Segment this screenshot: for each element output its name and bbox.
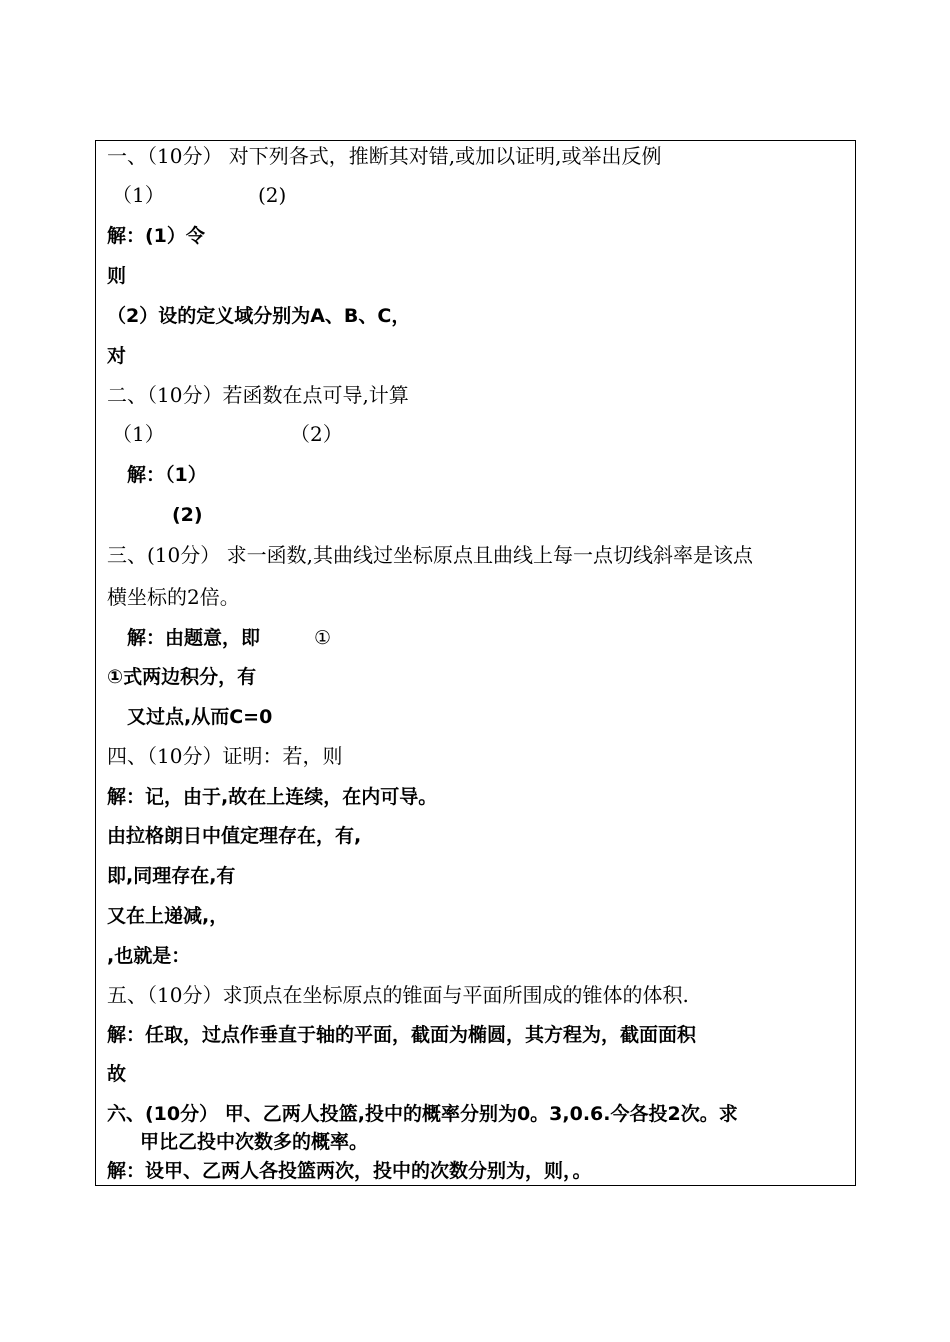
q4-solution-line-2: 由拉格朗日中值定理存在，有, bbox=[107, 825, 362, 847]
q1-solution-line-1: 解：(1）令 bbox=[107, 225, 205, 247]
q2-item-1: （1） bbox=[112, 422, 165, 446]
q1-solution-line-2: 则 bbox=[107, 265, 127, 287]
q3-equation-mark: ① bbox=[314, 627, 332, 649]
q1-item-2: (2) bbox=[258, 183, 287, 207]
q2-item-2: （2） bbox=[290, 422, 343, 446]
q1-item-1: （1） bbox=[112, 183, 165, 207]
q4-solution-line-4: 又在上递减,， bbox=[107, 905, 229, 927]
q1-title: 一、（10分） 对下列各式，推断其对错,或加以证明,或举出反例 bbox=[107, 144, 662, 168]
q4-solution-line-1: 解：记，由于,故在上连续，在内可导。 bbox=[107, 786, 438, 808]
q6-solution-line-1: 解：设甲、乙两人各投篮两次，投中的次数分别为，则，。 bbox=[107, 1160, 592, 1182]
q5-solution-line-1: 解：任取，过点作垂直于轴的平面，截面为椭圆，其方程为，截面面积 bbox=[107, 1024, 697, 1046]
q1-solution-line-3: （2）设的定义域分别为A、B、C， bbox=[107, 305, 411, 327]
q3-title: 三、(10分） 求一函数,其曲线过坐标原点且曲线上每一点切线斜率是该点 bbox=[107, 543, 753, 567]
q6-title-continued: 甲比乙投中次数多的概率。 bbox=[140, 1131, 369, 1153]
q3-solution-line-1: 解：由题意，即 bbox=[127, 627, 261, 649]
q6-title: 六、(10分） 甲、乙两人投篮,投中的概率分别为0。3,0.6.今各投2次。求 bbox=[107, 1103, 738, 1125]
q4-solution-line-5: ,也就是： bbox=[107, 945, 191, 967]
q3-solution-line-2: ①式两边积分，有 bbox=[107, 666, 257, 688]
q2-title: 二、（10分）若函数在点可导,计算 bbox=[107, 383, 409, 407]
q4-title: 四、（10分）证明：若，则 bbox=[107, 744, 343, 768]
q3-solution-line-3: 又过点,从而C=0 bbox=[127, 706, 273, 728]
q3-title-continued: 横坐标的2倍。 bbox=[107, 585, 240, 609]
q5-solution-line-2: 故 bbox=[107, 1063, 127, 1085]
q4-solution-line-3: 即,同理存在,有 bbox=[107, 865, 236, 887]
q2-solution-line-2: (2) bbox=[172, 504, 203, 526]
q5-title: 五、（10分）求顶点在坐标原点的锥面与平面所围成的锥体的体积. bbox=[107, 983, 689, 1007]
q1-solution-line-4: 对 bbox=[107, 345, 127, 367]
q2-solution-line-1: 解：（1） bbox=[127, 464, 207, 486]
